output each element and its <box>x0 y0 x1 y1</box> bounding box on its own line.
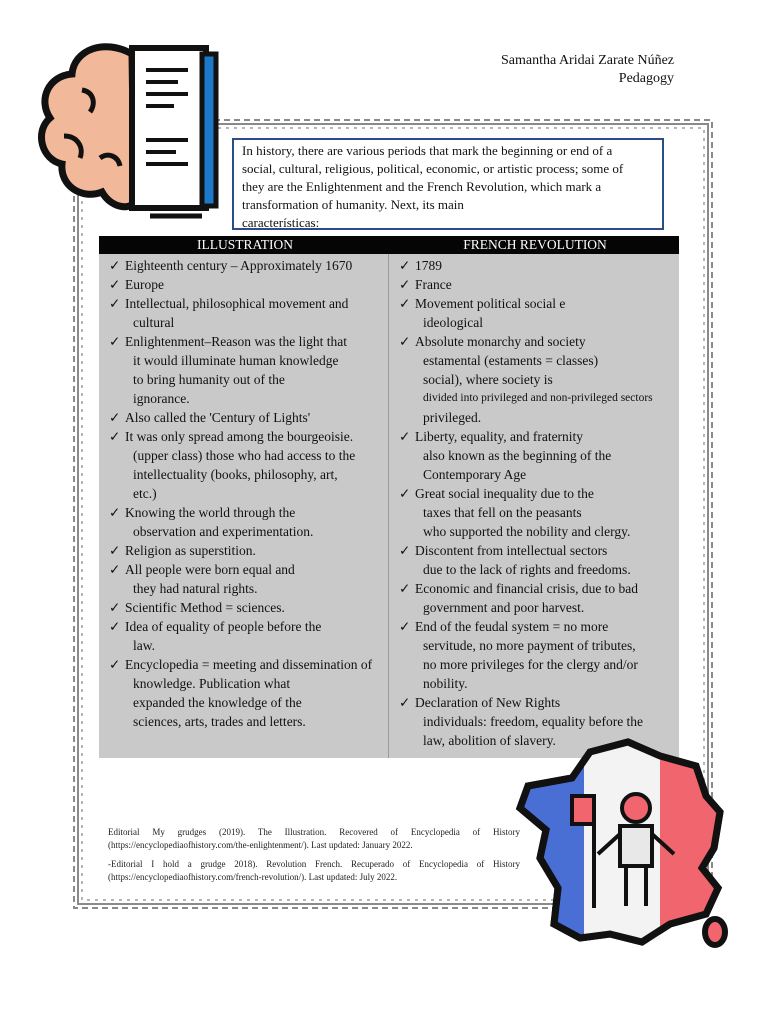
item-text: law, abolition of slavery. <box>423 733 556 748</box>
check-icon: ✓ <box>399 277 411 292</box>
table-item <box>399 541 677 579</box>
table-item <box>109 275 393 294</box>
check-icon: ✓ <box>109 619 121 634</box>
item-text: who supported the nobility and clergy. <box>423 524 631 539</box>
item-text: Economic and financial crisis, due to bad <box>415 581 639 596</box>
check-icon: ✓ <box>109 410 121 425</box>
item-text: privileged. <box>423 410 482 425</box>
check-icon: ✓ <box>109 657 121 672</box>
item-text: Europe <box>125 277 164 292</box>
item-text: Discontent from intellectual sectors <box>415 543 608 558</box>
item-text: to bring humanity out of the <box>133 372 285 387</box>
check-icon: ✓ <box>109 258 121 273</box>
item-text: servitude, no more payment of tributes, <box>423 638 636 653</box>
item-text: Knowing the world through the <box>125 505 296 520</box>
table-header <box>99 236 679 254</box>
check-icon: ✓ <box>399 619 411 634</box>
header-french-revolution: FRENCH REVOLUTION <box>463 237 607 252</box>
item-text: Liberty, equality, and fraternity <box>415 429 584 444</box>
item-text: social), where society is <box>423 372 553 387</box>
item-text: All people were born equal and <box>125 562 295 577</box>
check-icon: ✓ <box>399 695 411 710</box>
intro-line: características: <box>242 215 320 230</box>
check-icon: ✓ <box>399 429 411 444</box>
item-text: sciences, arts, trades and letters. <box>133 714 306 729</box>
item-text: Absolute monarchy and society <box>415 334 586 349</box>
item-text: Intellectual, philosophical movement and <box>125 296 349 311</box>
item-text: no more privileges for the clergy and/or <box>423 657 638 672</box>
item-text: due to the lack of rights and freedoms. <box>423 562 631 577</box>
item-text: government and poor harvest. <box>423 600 585 615</box>
check-icon: ✓ <box>109 277 121 292</box>
intro-box <box>232 138 664 230</box>
check-icon: ✓ <box>399 296 411 311</box>
check-icon: ✓ <box>399 486 411 501</box>
item-text: intellectuality (books, philosophy, art, <box>133 467 338 482</box>
table-item <box>109 427 393 503</box>
table-item <box>399 427 677 484</box>
item-text: (upper class) those who had access to the <box>133 448 356 463</box>
item-text: they had natural rights. <box>133 581 258 596</box>
table-item <box>109 332 393 408</box>
item-text: Enlightenment–Reason was the light that <box>125 334 347 349</box>
item-text: It was only spread among the bourgeoisie. <box>125 429 354 444</box>
french-revolution-column <box>399 256 677 750</box>
reference-item: -Editorial I hold a grudge 2018). Revolution French. Recuperado of Encyclopedia of History (https://encyclopediaofhistory.com/french-revolution/). Last updated: July 2022. <box>108 859 520 882</box>
item-text: Religion as superstition. <box>125 543 256 558</box>
table-item <box>399 617 677 693</box>
reference-item: Editorial My grudges (2019). The Illustration. Recovered of Encyclopedia of History (https://encyclopediaofhistory.com/the-enlightenment/). Last updated: January 2022. <box>108 827 520 850</box>
item-text: divided into privileged and non-privileged sectors <box>423 392 653 404</box>
table-item <box>399 332 677 427</box>
item-text: individuals: freedom, equality before the <box>423 714 644 729</box>
table-item <box>399 256 677 275</box>
table-item <box>109 256 393 275</box>
table-item <box>399 484 677 541</box>
table-item <box>399 275 677 294</box>
item-text: Declaration of New Rights <box>415 695 561 710</box>
table-item <box>109 503 393 541</box>
item-text: observation and experimentation. <box>133 524 314 539</box>
item-text: End of the feudal system = no more <box>415 619 609 634</box>
item-text: law. <box>133 638 155 653</box>
item-text: Eighteenth century – Approximately 1670 <box>125 258 353 273</box>
check-icon: ✓ <box>399 581 411 596</box>
references <box>108 826 520 890</box>
item-text: ideological <box>423 315 483 330</box>
item-text: 1789 <box>415 258 442 273</box>
check-icon: ✓ <box>109 429 121 444</box>
intro-line: they are the Enlightenment and the French Revolution, which mark a <box>242 179 602 194</box>
item-text: France <box>415 277 452 292</box>
item-text: estamental (estaments = classes) <box>423 353 599 368</box>
table-item <box>109 598 393 617</box>
intro-line: In history, there are various periods that mark the beginning or end of a <box>242 143 613 158</box>
item-text: Contemporary Age <box>423 467 527 482</box>
france-map-icon <box>510 738 760 950</box>
intro-line: social, cultural, religious, political, economic, or artistic process; some of <box>242 161 624 176</box>
item-text: ignorance. <box>133 391 190 406</box>
brain-book-icon <box>34 40 220 222</box>
item-text: cultural <box>133 315 175 330</box>
table-item <box>399 579 677 617</box>
table-item <box>109 541 393 560</box>
author-block <box>501 52 674 88</box>
item-text: etc.) <box>133 486 157 501</box>
item-text: expanded the knowledge of the <box>133 695 302 710</box>
item-text: also known as the beginning of the <box>423 448 612 463</box>
item-text: it would illuminate human knowledge <box>133 353 339 368</box>
table-item <box>109 560 393 598</box>
intro-line: transformation of humanity. Next, its main <box>242 197 464 212</box>
check-icon: ✓ <box>109 543 121 558</box>
item-text: Movement political social e <box>415 296 566 311</box>
check-icon: ✓ <box>109 600 121 615</box>
item-text: Idea of equality of people before the <box>125 619 322 634</box>
item-text: Also called the 'Century of Lights' <box>125 410 311 425</box>
item-text: knowledge. Publication what <box>133 676 291 691</box>
table-item <box>109 294 393 332</box>
table-item <box>399 294 677 332</box>
check-icon: ✓ <box>399 258 411 273</box>
table-item <box>109 408 393 427</box>
author-name: Samantha Aridai Zarate Núñez <box>501 53 674 68</box>
table-item <box>109 655 393 731</box>
comparison-table <box>99 236 679 758</box>
illustration-column <box>109 256 393 731</box>
check-icon: ✓ <box>109 296 121 311</box>
item-text: taxes that fell on the peasants <box>423 505 582 520</box>
table-item <box>109 617 393 655</box>
item-text: Encyclopedia = meeting and dissemination of <box>125 657 373 672</box>
header-illustration: ILLUSTRATION <box>197 237 293 252</box>
item-text: Great social inequality due to the <box>415 486 594 501</box>
item-text: Scientific Method = sciences. <box>125 600 285 615</box>
check-icon: ✓ <box>109 562 121 577</box>
check-icon: ✓ <box>109 334 121 349</box>
item-text: nobility. <box>423 676 468 691</box>
subject-name: Pedagogy <box>618 71 674 86</box>
check-icon: ✓ <box>109 505 121 520</box>
check-icon: ✓ <box>399 334 411 349</box>
check-icon: ✓ <box>399 543 411 558</box>
